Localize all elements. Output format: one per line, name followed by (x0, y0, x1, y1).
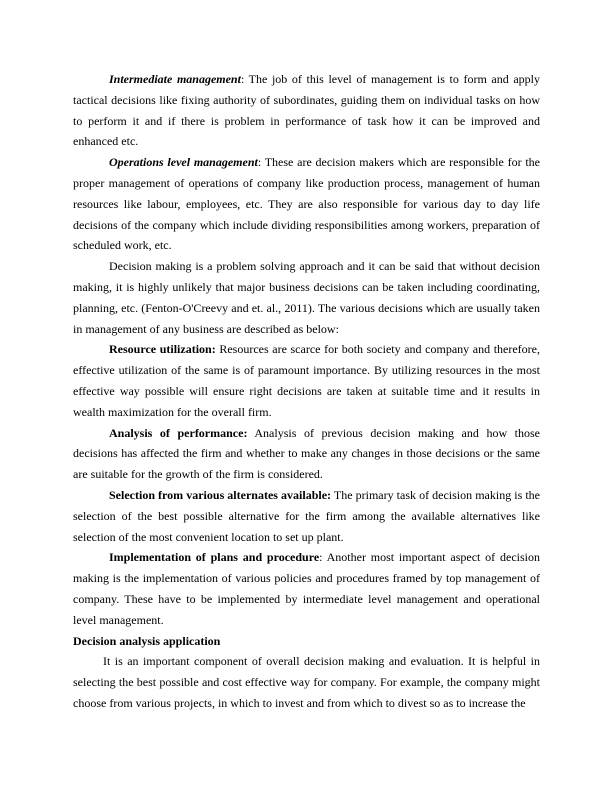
paragraph-decision-making (73, 256, 540, 339)
section-heading: Decision analysis application (73, 633, 221, 648)
term-implementation-of-plans: Implementation of plans and procedure (109, 550, 320, 565)
paragraph-text: : The job of this level of management is to form and apply tactical decisions like fixing authority of subordinates, guiding them on individual tasks on how to perform it and if there is problem in performance of task how it can be improved and enhanced etc. (73, 72, 540, 149)
paragraph-decision-analysis (73, 651, 540, 713)
document-page (73, 69, 540, 714)
term-selection-from-alternates: Selection from various alternates available: (109, 487, 332, 502)
paragraph-intermediate-management (73, 69, 540, 152)
paragraph-operations-level-management (73, 152, 540, 256)
paragraph-resource-utilization (73, 339, 540, 422)
paragraph-text: : Another most important aspect of decision making is the implementation of various policies and procedures framed by top management of company. These have to be implemented by intermediate level management and operational level management. (73, 550, 540, 627)
paragraph-text: : These are decision makers which are responsible for the proper management of operations of company like production process, management of human resources like labour, employees, etc. They are also responsible for various day to day life decisions of the company which include dividing responsibilities among workers, preparation of scheduled work, etc. (73, 155, 541, 253)
paragraph-text: Resources are scarce for both society and company and therefore, effective utilization of the same is of paramount importance. By utilizing resources in the most effective way possible will ensure right decisions are taken at suitable time and it results in wealth maximization for the overall firm. (73, 342, 540, 419)
term-analysis-of-performance: Analysis of performance: (109, 425, 248, 440)
term-resource-utilization: Resource utilization: (109, 342, 216, 357)
paragraph-analysis-of-performance (73, 423, 540, 485)
term-operations-level-management: Operations level management (109, 155, 258, 170)
paragraph-text: The primary task of decision making is the selection of the best possible alternative for the firm among the available alternatives like selection of the most convenient location to set up plant. (73, 487, 540, 544)
paragraph-selection-from-alternates (73, 485, 540, 547)
paragraph-text: It is an important component of overall decision making and evaluation. It is helpful in selecting the best possible and cost effective way for company. For example, the company might choose from various projects, in which to invest and from which to divest so as to increase the (73, 654, 540, 710)
term-intermediate-management: Intermediate management (109, 72, 241, 86)
paragraph-implementation-of-plans (73, 547, 540, 630)
paragraph-text: Analysis of previous decision making and how those decisions has affected the firm and whether to make any changes in those decisions or the same are suitable for the growth of the firm is considered. (73, 425, 541, 482)
paragraph-text: Decision making is a problem solving approach and it can be said that without decision making, it is highly unlikely that major business decisions can be taken including coordinating, planning, etc. (Fenton-O'Creevy and et. al., 2011). The various decisions which are usually taken in management of any business are described as below: (73, 259, 540, 336)
